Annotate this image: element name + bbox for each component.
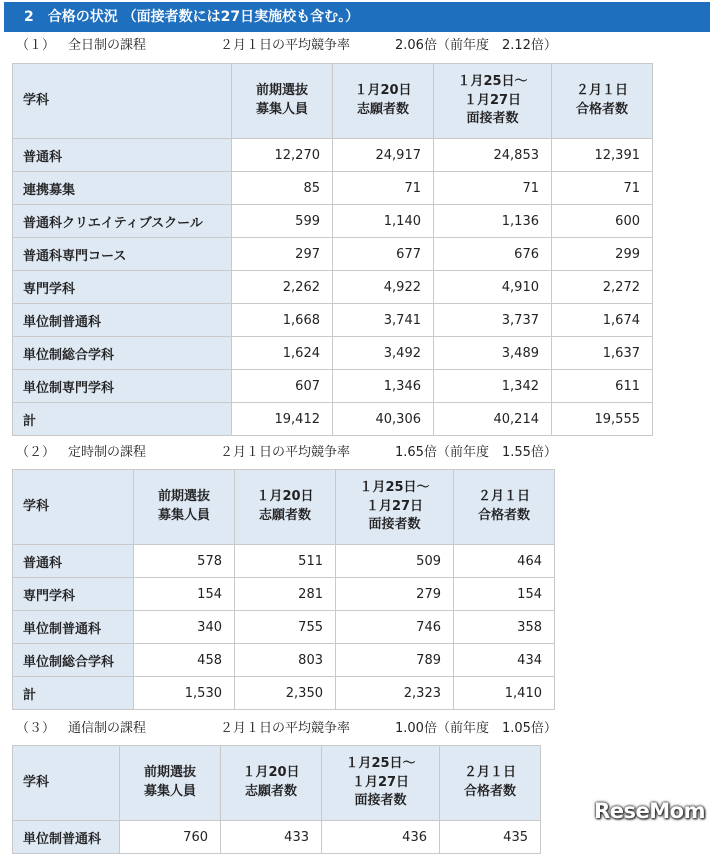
table-cell: 1,140 xyxy=(333,205,434,238)
row-label: 単位制普通科 xyxy=(13,821,120,854)
table-cell: 279 xyxy=(336,578,454,611)
table-cell: 1,668 xyxy=(232,304,333,337)
table-cell: 1,674 xyxy=(552,304,653,337)
table-row xyxy=(13,403,653,436)
correspondence-table xyxy=(12,745,541,854)
row-label: 普通科専門コース xyxy=(13,238,232,271)
table-cell: 12,270 xyxy=(232,139,333,172)
row-label: 単位制総合学科 xyxy=(13,337,232,370)
section-3-title xyxy=(10,719,557,739)
row-label: 普通科 xyxy=(13,545,134,578)
column-header: 学科 xyxy=(13,746,120,821)
table-cell: 19,555 xyxy=(552,403,653,436)
table-row xyxy=(13,578,555,611)
table-cell: 40,214 xyxy=(434,403,552,436)
table-row xyxy=(13,238,653,271)
rate-value: 1.65倍（前年度 1.55倍） xyxy=(395,445,557,460)
table-row xyxy=(13,611,555,644)
row-label: 単位制専門学科 xyxy=(13,370,232,403)
table-cell: 2,323 xyxy=(336,677,454,710)
table-cell: 1,346 xyxy=(333,370,434,403)
table-cell: 1,637 xyxy=(552,337,653,370)
table-row xyxy=(13,644,555,677)
table-cell: 676 xyxy=(434,238,552,271)
column-header: 学科 xyxy=(13,470,134,545)
table-cell: 1,624 xyxy=(232,337,333,370)
table-row xyxy=(13,337,653,370)
column-header: １月25日～ １月27日 面接者数 xyxy=(434,64,552,139)
table-cell: 607 xyxy=(232,370,333,403)
row-label: 専門学科 xyxy=(13,271,232,304)
table-cell: 789 xyxy=(336,644,454,677)
table-cell: 299 xyxy=(552,238,653,271)
section-number: （２） xyxy=(16,445,56,460)
column-header: 前期選抜 募集人員 xyxy=(134,470,235,545)
fulltime-table xyxy=(12,63,653,436)
section-banner: 2 合格の状況 （面接者数には27日実施校も含む。） xyxy=(4,2,710,32)
table-cell: 71 xyxy=(434,172,552,205)
table-cell: 1,342 xyxy=(434,370,552,403)
table-cell: 358 xyxy=(454,611,555,644)
table-cell: 436 xyxy=(322,821,440,854)
table-cell: 24,917 xyxy=(333,139,434,172)
section-number: （３） xyxy=(16,721,56,736)
table-cell: 511 xyxy=(235,545,336,578)
table-row xyxy=(13,172,653,205)
table-cell: 71 xyxy=(552,172,653,205)
table-cell: 40,306 xyxy=(333,403,434,436)
table-cell: 2,272 xyxy=(552,271,653,304)
table-cell: 3,741 xyxy=(333,304,434,337)
rate-label: ２月１日の平均競争率 xyxy=(220,721,351,736)
section-name: 通信制の課程 xyxy=(68,721,147,736)
header-row xyxy=(13,64,653,139)
table-cell: 154 xyxy=(454,578,555,611)
row-label: 単位制普通科 xyxy=(13,611,134,644)
section-name: 定時制の課程 xyxy=(68,445,147,460)
rate-label: ２月１日の平均競争率 xyxy=(220,38,351,53)
table-cell: 12,391 xyxy=(552,139,653,172)
column-header: 学科 xyxy=(13,64,232,139)
table-cell: 755 xyxy=(235,611,336,644)
table-cell: 3,492 xyxy=(333,337,434,370)
rate-value: 2.06倍（前年度 2.12倍） xyxy=(395,38,557,53)
table-cell: 154 xyxy=(134,578,235,611)
table-cell: 611 xyxy=(552,370,653,403)
row-label: 普通科 xyxy=(13,139,232,172)
table-cell: 509 xyxy=(336,545,454,578)
table-row xyxy=(13,545,555,578)
table-cell: 760 xyxy=(120,821,221,854)
table-cell: 3,489 xyxy=(434,337,552,370)
table-cell: 433 xyxy=(221,821,322,854)
section-1-title xyxy=(10,36,557,56)
table-cell: 85 xyxy=(232,172,333,205)
table-row xyxy=(13,271,653,304)
column-header: １月20日 志願者数 xyxy=(221,746,322,821)
table-cell: 803 xyxy=(235,644,336,677)
column-header: 前期選抜 募集人員 xyxy=(120,746,221,821)
table-row xyxy=(13,304,653,337)
row-label: 単位制総合学科 xyxy=(13,644,134,677)
table-cell: 1,136 xyxy=(434,205,552,238)
section-name: 全日制の課程 xyxy=(68,38,147,53)
header-row xyxy=(13,746,541,821)
row-label: 単位制普通科 xyxy=(13,304,232,337)
table-row xyxy=(13,205,653,238)
table-cell: 71 xyxy=(333,172,434,205)
row-label: 普通科クリエイティブスクール xyxy=(13,205,232,238)
section-number: （１） xyxy=(16,38,56,53)
resemom-logo: ReseMom xyxy=(594,799,705,823)
rate-value: 1.00倍（前年度 1.05倍） xyxy=(395,721,557,736)
section-2-title xyxy=(10,443,557,463)
table-cell: 677 xyxy=(333,238,434,271)
row-label: 計 xyxy=(13,403,232,436)
table-cell: 24,853 xyxy=(434,139,552,172)
table-cell: 746 xyxy=(336,611,454,644)
table-cell: 435 xyxy=(440,821,541,854)
table-cell: 281 xyxy=(235,578,336,611)
column-header: １月25日～ １月27日 面接者数 xyxy=(322,746,440,821)
table-cell: 458 xyxy=(134,644,235,677)
table-cell: 464 xyxy=(454,545,555,578)
table-row xyxy=(13,677,555,710)
table-cell: 4,910 xyxy=(434,271,552,304)
table-row xyxy=(13,821,541,854)
table-cell: 1,410 xyxy=(454,677,555,710)
table-cell: 19,412 xyxy=(232,403,333,436)
column-header: ２月１日 合格者数 xyxy=(440,746,541,821)
parttime-table xyxy=(12,469,555,710)
column-header: １月20日 志願者数 xyxy=(333,64,434,139)
table-cell: 578 xyxy=(134,545,235,578)
table-cell: 2,262 xyxy=(232,271,333,304)
table-cell: 2,350 xyxy=(235,677,336,710)
column-header: １月25日～ １月27日 面接者数 xyxy=(336,470,454,545)
table-cell: 599 xyxy=(232,205,333,238)
table-cell: 1,530 xyxy=(134,677,235,710)
table-cell: 600 xyxy=(552,205,653,238)
table-row xyxy=(13,139,653,172)
header-row xyxy=(13,470,555,545)
column-header: ２月１日 合格者数 xyxy=(454,470,555,545)
row-label: 計 xyxy=(13,677,134,710)
column-header: １月20日 志願者数 xyxy=(235,470,336,545)
table-cell: 4,922 xyxy=(333,271,434,304)
column-header: ２月１日 合格者数 xyxy=(552,64,653,139)
table-cell: 434 xyxy=(454,644,555,677)
table-cell: 297 xyxy=(232,238,333,271)
row-label: 専門学科 xyxy=(13,578,134,611)
table-cell: 3,737 xyxy=(434,304,552,337)
rate-label: ２月１日の平均競争率 xyxy=(220,445,351,460)
table-cell: 340 xyxy=(134,611,235,644)
table-row xyxy=(13,370,653,403)
column-header: 前期選抜 募集人員 xyxy=(232,64,333,139)
row-label: 連携募集 xyxy=(13,172,232,205)
